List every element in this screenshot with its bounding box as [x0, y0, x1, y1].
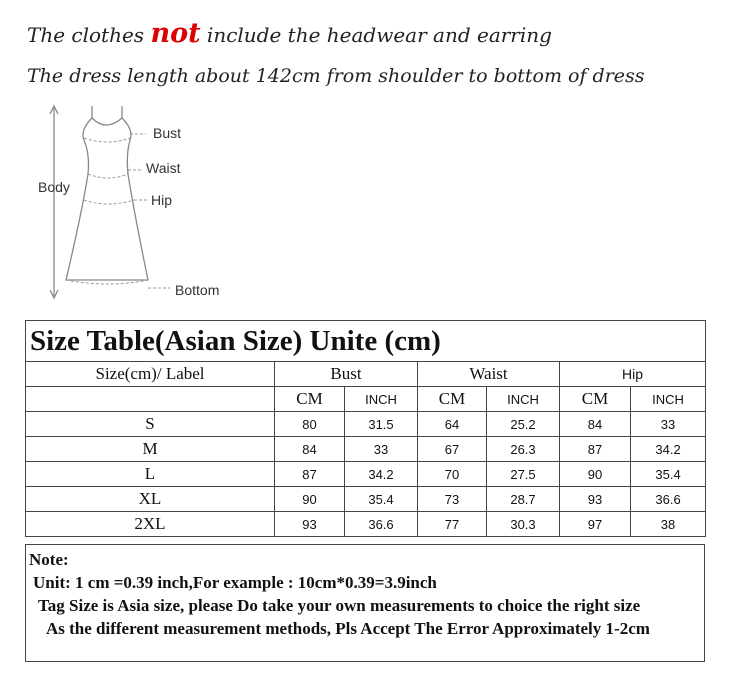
- waist-inch-cell: 26.3: [487, 437, 560, 462]
- waist-inch-cell: 25.2: [487, 412, 560, 437]
- table-row: [26, 512, 706, 537]
- waist-cm-cell: 77: [418, 512, 487, 537]
- size-table-unit-row: [26, 387, 706, 412]
- headwear-note-not: not: [150, 18, 201, 49]
- unit-cm: CM: [418, 387, 487, 412]
- unit-cm: CM: [275, 387, 345, 412]
- bust-inch-cell: 36.6: [345, 512, 418, 537]
- measurement-diagram: [20, 102, 240, 302]
- body-label: Body: [38, 179, 70, 195]
- dress-length-note: The dress length about 142cm from shoulder to bottom of dress: [27, 65, 645, 87]
- table-row: [26, 462, 706, 487]
- bust-inch-cell: 33: [345, 437, 418, 462]
- unit-inch: INCH: [345, 387, 418, 412]
- bust-inch-cell: 31.5: [345, 412, 418, 437]
- unit-inch: INCH: [487, 387, 560, 412]
- hip-cm-cell: 90: [560, 462, 631, 487]
- bottom-label: Bottom: [175, 282, 220, 298]
- size-cell: S: [26, 412, 275, 437]
- size-cell: M: [26, 437, 275, 462]
- hip-label: Hip: [151, 192, 173, 208]
- hip-cm-cell: 97: [560, 512, 631, 537]
- headwear-note: [27, 18, 552, 49]
- table-row: [26, 412, 706, 437]
- size-table-header-row: [26, 362, 706, 387]
- bust-cm-cell: 84: [275, 437, 345, 462]
- bust-cm-cell: 93: [275, 512, 345, 537]
- hip-inch-cell: 38: [631, 512, 706, 537]
- notes-heading: Note:: [29, 550, 69, 569]
- unit-inch: INCH: [631, 387, 706, 412]
- notes-box: [25, 544, 705, 662]
- size-table: [25, 320, 706, 537]
- hip-cm-cell: 87: [560, 437, 631, 462]
- tag-size-note: Tag Size is Asia size, please Do take your own measurements to choice the right size: [38, 596, 641, 615]
- unit-row-blank: [26, 387, 275, 412]
- waist-cm-cell: 73: [418, 487, 487, 512]
- hip-cm-cell: 84: [560, 412, 631, 437]
- waist-cm-cell: 64: [418, 412, 487, 437]
- unit-cm: CM: [560, 387, 631, 412]
- dress-outline-icon: [20, 102, 240, 302]
- size-cell: L: [26, 462, 275, 487]
- size-cell: XL: [26, 487, 275, 512]
- hip-header: Hip: [560, 362, 706, 387]
- waist-inch-cell: 30.3: [487, 512, 560, 537]
- table-row: [26, 487, 706, 512]
- bust-inch-cell: 35.4: [345, 487, 418, 512]
- headwear-note-start: The clothes: [27, 23, 145, 47]
- headwear-note-end: include the headwear and earring: [206, 23, 552, 47]
- bust-inch-cell: 34.2: [345, 462, 418, 487]
- table-row: [26, 437, 706, 462]
- waist-cm-cell: 70: [418, 462, 487, 487]
- hip-inch-cell: 36.6: [631, 487, 706, 512]
- bust-cm-cell: 87: [275, 462, 345, 487]
- hip-inch-cell: 33: [631, 412, 706, 437]
- waist-label: Waist: [146, 160, 181, 176]
- hip-inch-cell: 35.4: [631, 462, 706, 487]
- error-note: As the different measurement methods, Pls Accept The Error Approximately 1-2cm: [46, 619, 650, 638]
- waist-cm-cell: 67: [418, 437, 487, 462]
- hip-inch-cell: 34.2: [631, 437, 706, 462]
- waist-header: Waist: [418, 362, 560, 387]
- waist-inch-cell: 27.5: [487, 462, 560, 487]
- bust-cm-cell: 80: [275, 412, 345, 437]
- size-table-title: Size Table(Asian Size) Unite (cm): [26, 321, 706, 362]
- size-cell: 2XL: [26, 512, 275, 537]
- hip-cm-cell: 93: [560, 487, 631, 512]
- bust-label: Bust: [153, 125, 182, 141]
- unit-note: Unit: 1 cm =0.39 inch,For example : 10cm*0.39=3.9inch: [33, 573, 437, 592]
- waist-inch-cell: 28.7: [487, 487, 560, 512]
- bust-header: Bust: [275, 362, 418, 387]
- bust-cm-cell: 90: [275, 487, 345, 512]
- size-label-header: Size(cm)/ Label: [26, 362, 275, 387]
